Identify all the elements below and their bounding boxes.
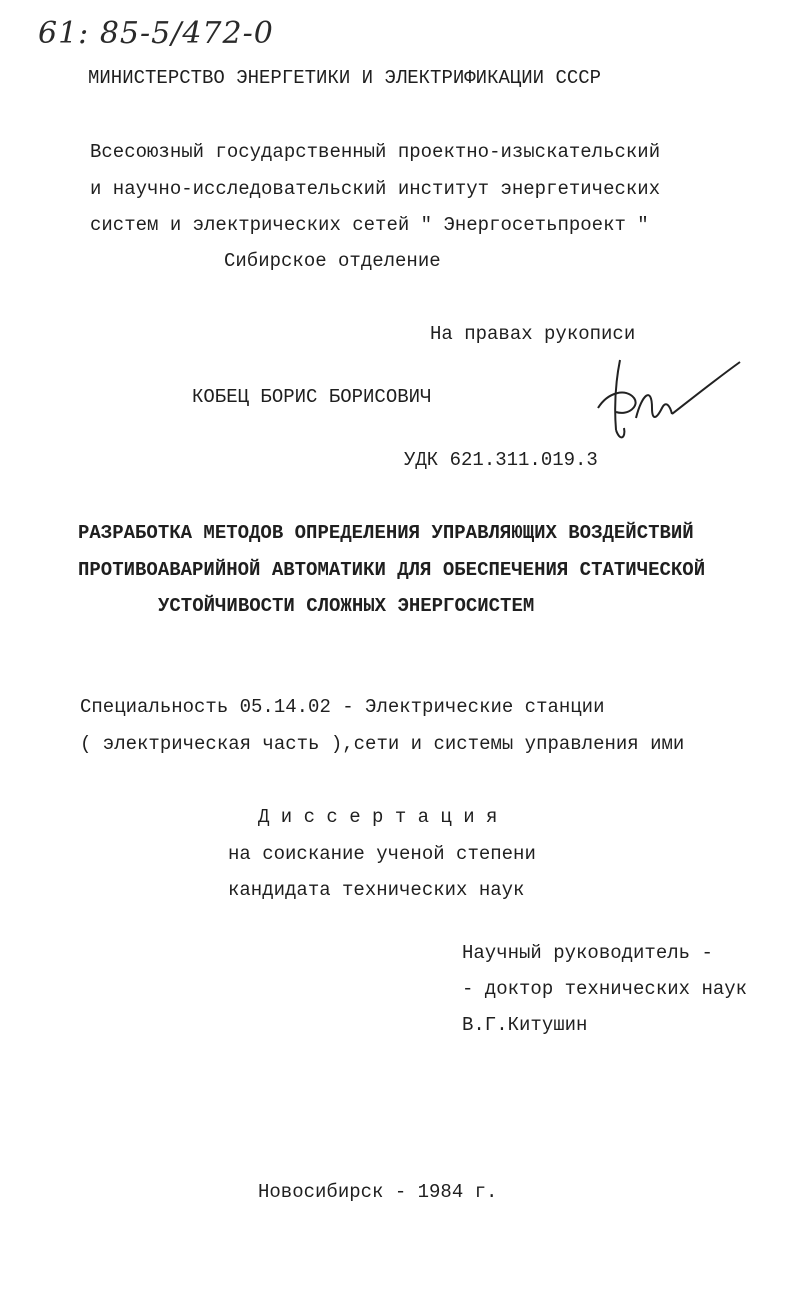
specialty-line-1: Специальность 05.14.02 - Электрические станции bbox=[80, 696, 605, 718]
institute-line-1: Всесоюзный государственный проектно-изыскательский bbox=[90, 141, 661, 163]
ministry-heading: МИНИСТЕРСТВО ЭНЕРГЕТИКИ И ЭЛЕКТРИФИКАЦИИ СССР bbox=[88, 67, 602, 89]
advisor-line-1: Научный руководитель - bbox=[462, 942, 713, 964]
city-year: Новосибирск - 1984 г. bbox=[258, 1181, 498, 1203]
specialty-line-2: ( электрическая часть ),сети и системы управления ими bbox=[80, 733, 685, 755]
title-line-1: РАЗРАБОТКА МЕТОДОВ ОПРЕДЕЛЕНИЯ УПРАВЛЯЮЩИХ ВОЗДЕЙСТВИЙ bbox=[78, 522, 694, 544]
dissertation-degree-line-1: на соискание ученой степени bbox=[228, 843, 536, 865]
signature bbox=[580, 350, 750, 460]
manuscript-rights: На правах рукописи bbox=[430, 323, 636, 345]
title-line-2: ПРОТИВОАВАРИЙНОЙ АВТОМАТИКИ ДЛЯ ОБЕСПЕЧЕНИЯ СТАТИЧЕСКОЙ bbox=[78, 559, 706, 581]
udc-code: УДК 621.311.019.3 bbox=[404, 449, 598, 471]
advisor-name: В.Г.Китушин bbox=[462, 1014, 588, 1036]
institute-line-3: систем и электрических сетей " Энергосетьпроект " bbox=[90, 214, 649, 236]
advisor-line-2: - доктор технических наук bbox=[462, 978, 748, 1000]
dissertation-label: Д и с с е р т а ц и я bbox=[258, 806, 498, 828]
title-line-3: УСТОЙЧИВОСТИ СЛОЖНЫХ ЭНЕРГОСИСТЕМ bbox=[158, 595, 535, 617]
institute-line-2: и научно-исследовательский институт энергетических bbox=[90, 178, 661, 200]
author-name: КОБЕЦ БОРИС БОРИСОВИЧ bbox=[192, 386, 432, 408]
archive-number: 61: 85-5/472-0 bbox=[38, 16, 274, 51]
dissertation-degree-line-2: кандидата технических наук bbox=[228, 879, 525, 901]
institute-branch: Сибирское отделение bbox=[224, 250, 441, 272]
